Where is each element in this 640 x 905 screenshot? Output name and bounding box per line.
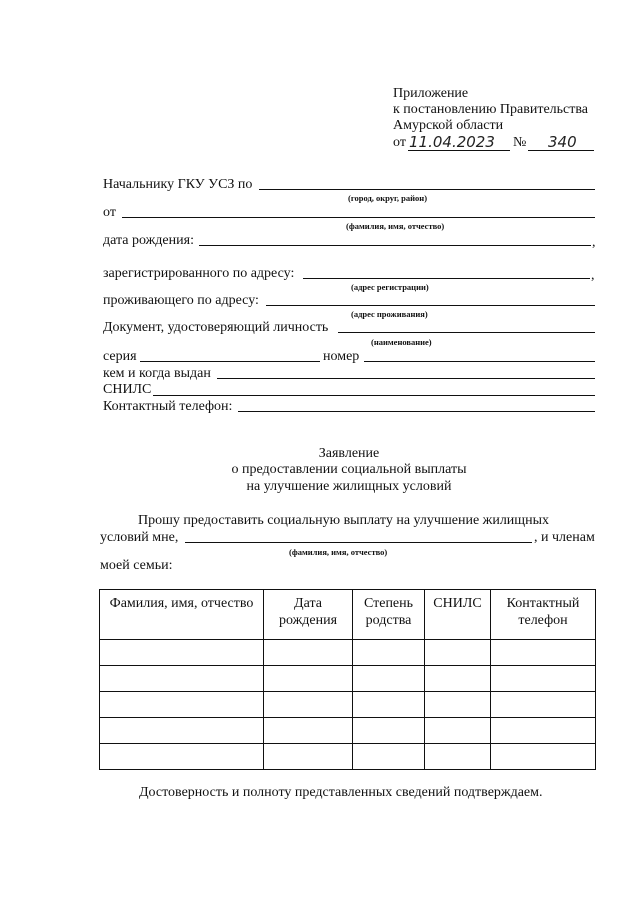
- table-cell[interactable]: [100, 666, 264, 692]
- table-row: [100, 744, 596, 770]
- applicant-name-hint: (фамилия, имя, отчество): [289, 547, 388, 557]
- table-row: [100, 640, 596, 666]
- request-line-2-end: , и членам: [534, 530, 595, 545]
- table-cell[interactable]: [491, 666, 596, 692]
- request-line-2-start: условий мне,: [100, 530, 179, 545]
- live-field[interactable]: [266, 305, 595, 306]
- birth-field[interactable]: [199, 245, 591, 246]
- table-cell[interactable]: [100, 640, 264, 666]
- table-cell[interactable]: [425, 666, 491, 692]
- table-cell[interactable]: [353, 692, 425, 718]
- table-cell[interactable]: [425, 718, 491, 744]
- live-label: проживающего по адресу:: [103, 293, 259, 308]
- table-row: [100, 692, 596, 718]
- table-cell[interactable]: [100, 744, 264, 770]
- col-header-phone: Контактный телефон: [491, 590, 596, 640]
- snils-label: СНИЛС: [103, 382, 152, 397]
- applicant-name-field[interactable]: [185, 542, 532, 543]
- table-cell[interactable]: [491, 692, 596, 718]
- appendix-line-3: Амурской области: [393, 118, 504, 133]
- table-cell[interactable]: [100, 718, 264, 744]
- col-header-snils: СНИЛС: [425, 590, 491, 640]
- table-cell[interactable]: [425, 640, 491, 666]
- reg-field[interactable]: [303, 278, 590, 279]
- appendix-number-label: №: [513, 135, 527, 150]
- request-line-3: моей семьи:: [100, 558, 173, 573]
- appendix-line-1: Приложение: [393, 86, 469, 101]
- table-cell[interactable]: [491, 744, 596, 770]
- to-hint: (город, округ, район): [348, 193, 428, 203]
- series-field[interactable]: [140, 361, 320, 362]
- table-cell[interactable]: [264, 666, 353, 692]
- title-line-2: о предоставлении социальной выплаты: [231, 462, 467, 477]
- reg-hint: (адрес регистрации): [351, 282, 429, 292]
- table-cell[interactable]: [425, 744, 491, 770]
- table-cell[interactable]: [491, 718, 596, 744]
- confirmation-text: Достоверность и полноту представленных сведений подтверждаем.: [139, 785, 543, 800]
- birth-comma: ,: [592, 235, 596, 250]
- table-cell[interactable]: [264, 718, 353, 744]
- to-label: Начальнику ГКУ УСЗ по: [103, 177, 253, 192]
- table-row: [100, 666, 596, 692]
- col-header-birthdate: Дата рождения: [264, 590, 353, 640]
- family-table: [99, 589, 596, 770]
- reg-comma: ,: [591, 268, 595, 283]
- appendix-from-label: от: [393, 135, 406, 150]
- issued-field[interactable]: [217, 378, 595, 379]
- appendix-line-2: к постановлению Правительства: [393, 102, 589, 117]
- from-hint: (фамилия, имя, отчество): [346, 221, 445, 231]
- table-cell[interactable]: [100, 692, 264, 718]
- table-cell[interactable]: [353, 744, 425, 770]
- table-cell[interactable]: [353, 718, 425, 744]
- title-line-3: на улучшение жилищных условий: [246, 479, 452, 494]
- table-cell[interactable]: [491, 640, 596, 666]
- number-field[interactable]: [364, 361, 595, 362]
- issued-label: кем и когда выдан: [103, 366, 211, 381]
- series-label: серия: [103, 349, 137, 364]
- phone-field[interactable]: [238, 411, 595, 412]
- to-field[interactable]: [259, 189, 595, 190]
- from-label: от: [103, 205, 116, 220]
- table-cell[interactable]: [425, 692, 491, 718]
- appendix-date: 11.04.2023: [409, 133, 495, 151]
- family-table-header-row: [100, 590, 596, 640]
- table-cell[interactable]: [353, 666, 425, 692]
- reg-label: зарегистрированного по адресу:: [103, 266, 295, 281]
- doc-label: Документ, удостоверяющий личность: [103, 320, 329, 335]
- request-line-1: Прошу предоставить социальную выплату на улучшение жилищных: [138, 513, 549, 528]
- table-cell[interactable]: [264, 692, 353, 718]
- from-field[interactable]: [122, 217, 595, 218]
- table-cell[interactable]: [264, 640, 353, 666]
- table-cell[interactable]: [353, 640, 425, 666]
- table-row: [100, 718, 596, 744]
- live-hint: (адрес проживания): [351, 309, 428, 319]
- title-line-1: Заявление: [318, 446, 380, 461]
- appendix-number: 340: [548, 133, 577, 151]
- col-header-relation: Степень родства: [353, 590, 425, 640]
- birth-label: дата рождения:: [103, 233, 194, 248]
- col-header-name: Фамилия, имя, отчество: [100, 590, 264, 640]
- table-cell[interactable]: [264, 744, 353, 770]
- phone-label: Контактный телефон:: [103, 399, 233, 414]
- doc-hint: (наименование): [371, 337, 432, 347]
- number-label: номер: [323, 349, 360, 364]
- doc-field[interactable]: [338, 332, 595, 333]
- snils-field[interactable]: [153, 395, 595, 396]
